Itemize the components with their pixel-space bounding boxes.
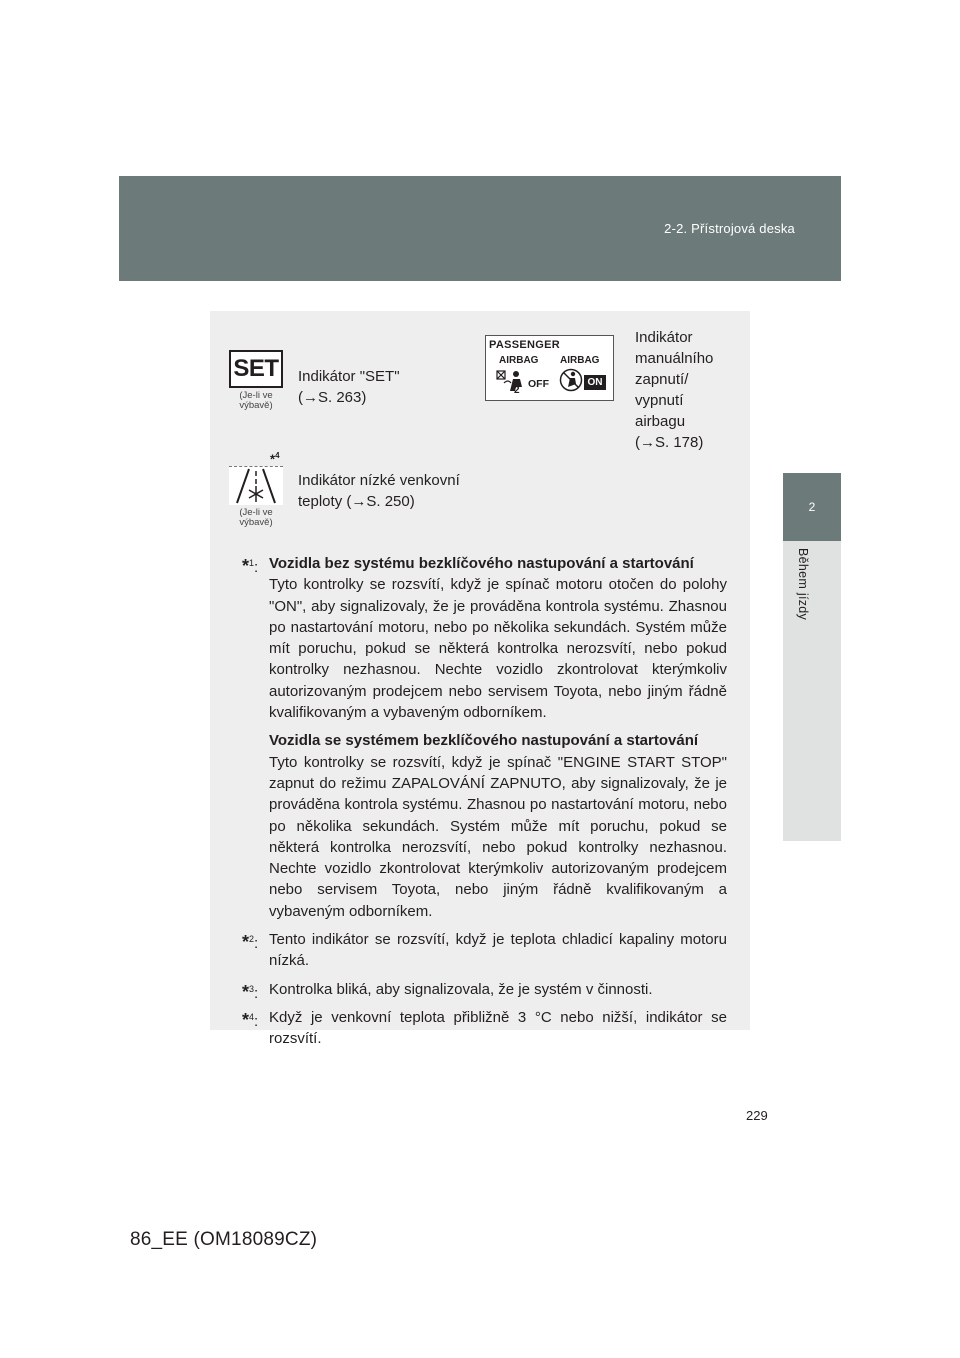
low-temp-road-snowflake-icon <box>229 467 283 505</box>
footnote-heading: Vozidla bez systému bezklíčového nastupování a startování <box>269 555 694 572</box>
footnote-paragraph <box>269 553 727 723</box>
airbag-off-person-icon <box>496 369 528 395</box>
header-band <box>119 176 841 281</box>
airbag-left-text: AIRBAG <box>499 355 539 366</box>
low-temp-footnote-mark <box>270 451 280 466</box>
footnote-num: 1 <box>249 558 255 568</box>
set-availability-note: (Je-li ve výbavě) <box>239 390 273 411</box>
low-temp-availability-note: (Je-li ve výbavě) <box>239 507 273 528</box>
airbag-label-line: manuálního <box>635 350 714 367</box>
footnote-mark: *$^4$: <box>242 1009 259 1030</box>
footnote-mark: *$^2$: <box>242 932 259 953</box>
footnote-text: Tyto kontrolky se rozsvítí, když je spínač "ENGINE START STOP" zapnut do režimu ZAPALOVÁNÍ ZAPNUTO, aby signalizovaly, že je prováděna kontrola systému. Zhasnou po nastartování motoru, nebo po několika sekundách. Systém může mít poruchu, pokud se některá kontrolka nerozsvítí, nebo pokud kontrolky nezhasnou. Nechte vozidlo zkontrolovat kterýmkoliv autorizovaným prodejcem nebo servisem Toyota, nebo jiným řádně kvalifikovaným a vybaveným odborníkem. <box>269 753 727 920</box>
airbag-off-text: OFF <box>528 378 549 390</box>
document-code: 86_EE (OM18089CZ) <box>130 1229 318 1250</box>
chapter-tab <box>783 473 841 541</box>
footnote-paragraph <box>269 730 727 922</box>
footnote-num: 4 <box>249 1011 255 1022</box>
footnote-text: Tyto kontrolky se rozsvítí, když je spínač motoru otočen do polohy "ON", aby signalizovaly, že je prováděna kontrola systému. Zhasnou po nastartování motoru, nebo po několika sekundách. Systém může mít poruchu, pokud se některá kontrolka nerozsvítí, nebo pokud kontrolky nezhasnou. Nechte vozidlo zkontrolovat kterýmkoliv autorizovaným prodejcem nebo servisem Toyota, nebo jiným řádně kvalifikovaným a vybaveným odborníkem. <box>269 576 727 722</box>
footnote-text: Když je venkovní teplota přibližně 3 °C nebo nižší, indikátor se rozsvítí. <box>269 1008 727 1048</box>
airbag-label-line: vypnutí <box>635 392 684 409</box>
airbag-label-line: (→S. 178) <box>635 434 704 451</box>
low-temp-indicator-box <box>229 466 283 505</box>
footnote-1 <box>242 553 727 922</box>
airbag-indicator-icon <box>485 335 614 401</box>
footnote-num: 2 <box>249 934 255 945</box>
airbag-label-line: Indikátor <box>635 329 693 346</box>
airbag-on-person-icon <box>559 367 583 393</box>
airbag-indicator-label <box>635 327 713 453</box>
chapter-strip <box>783 541 841 841</box>
footnote-mark: *$^3$: <box>242 981 259 1002</box>
low-temp-star: * <box>270 451 276 467</box>
footnote-text: Kontrolka bliká, aby signalizovala, že je systém v činnosti. <box>269 980 653 998</box>
footnote-3 <box>242 979 727 1000</box>
airbag-off-num: 2 <box>514 385 520 396</box>
airbag-on-badge: ON <box>584 375 606 390</box>
footnote-mark: *$^1$: <box>242 556 259 576</box>
footnote-text: Tento indikátor se rozsvítí, když je teplota chladicí kapaliny motoru nízká. <box>269 931 727 970</box>
airbag-right-text: AIRBAG <box>560 355 600 366</box>
footnote-2 <box>242 929 727 972</box>
chapter-label: Během jízdy <box>796 548 810 621</box>
footnote-4 <box>242 1007 727 1050</box>
set-label-line2: (→S. 263) <box>298 389 367 406</box>
airbag-label-line: airbagu <box>635 413 686 430</box>
airbag-passenger-text: PASSENGER <box>489 339 560 351</box>
footnotes <box>242 553 727 1057</box>
section-title: 2-2. Přístrojová deska <box>664 221 795 236</box>
low-temp-label-line1: Indikátor nízké venkovní <box>298 472 460 489</box>
low-temp-indicator-label <box>298 470 460 512</box>
chapter-number: 2 <box>808 500 816 514</box>
page-number: 229 <box>746 1108 768 1123</box>
low-temp-label-line2: teploty (→S. 250) <box>298 493 415 510</box>
set-indicator-label <box>298 366 400 408</box>
set-indicator-icon: SET <box>229 350 283 388</box>
footnote-heading: Vozidla se systémem bezklíčového nastupování a startování <box>269 732 699 750</box>
airbag-label-line: zapnutí/ <box>635 371 689 388</box>
low-temp-star-num: 4 <box>275 451 280 460</box>
footnote-num: 3 <box>249 983 255 994</box>
set-label-line1: Indikátor "SET" <box>298 368 400 385</box>
